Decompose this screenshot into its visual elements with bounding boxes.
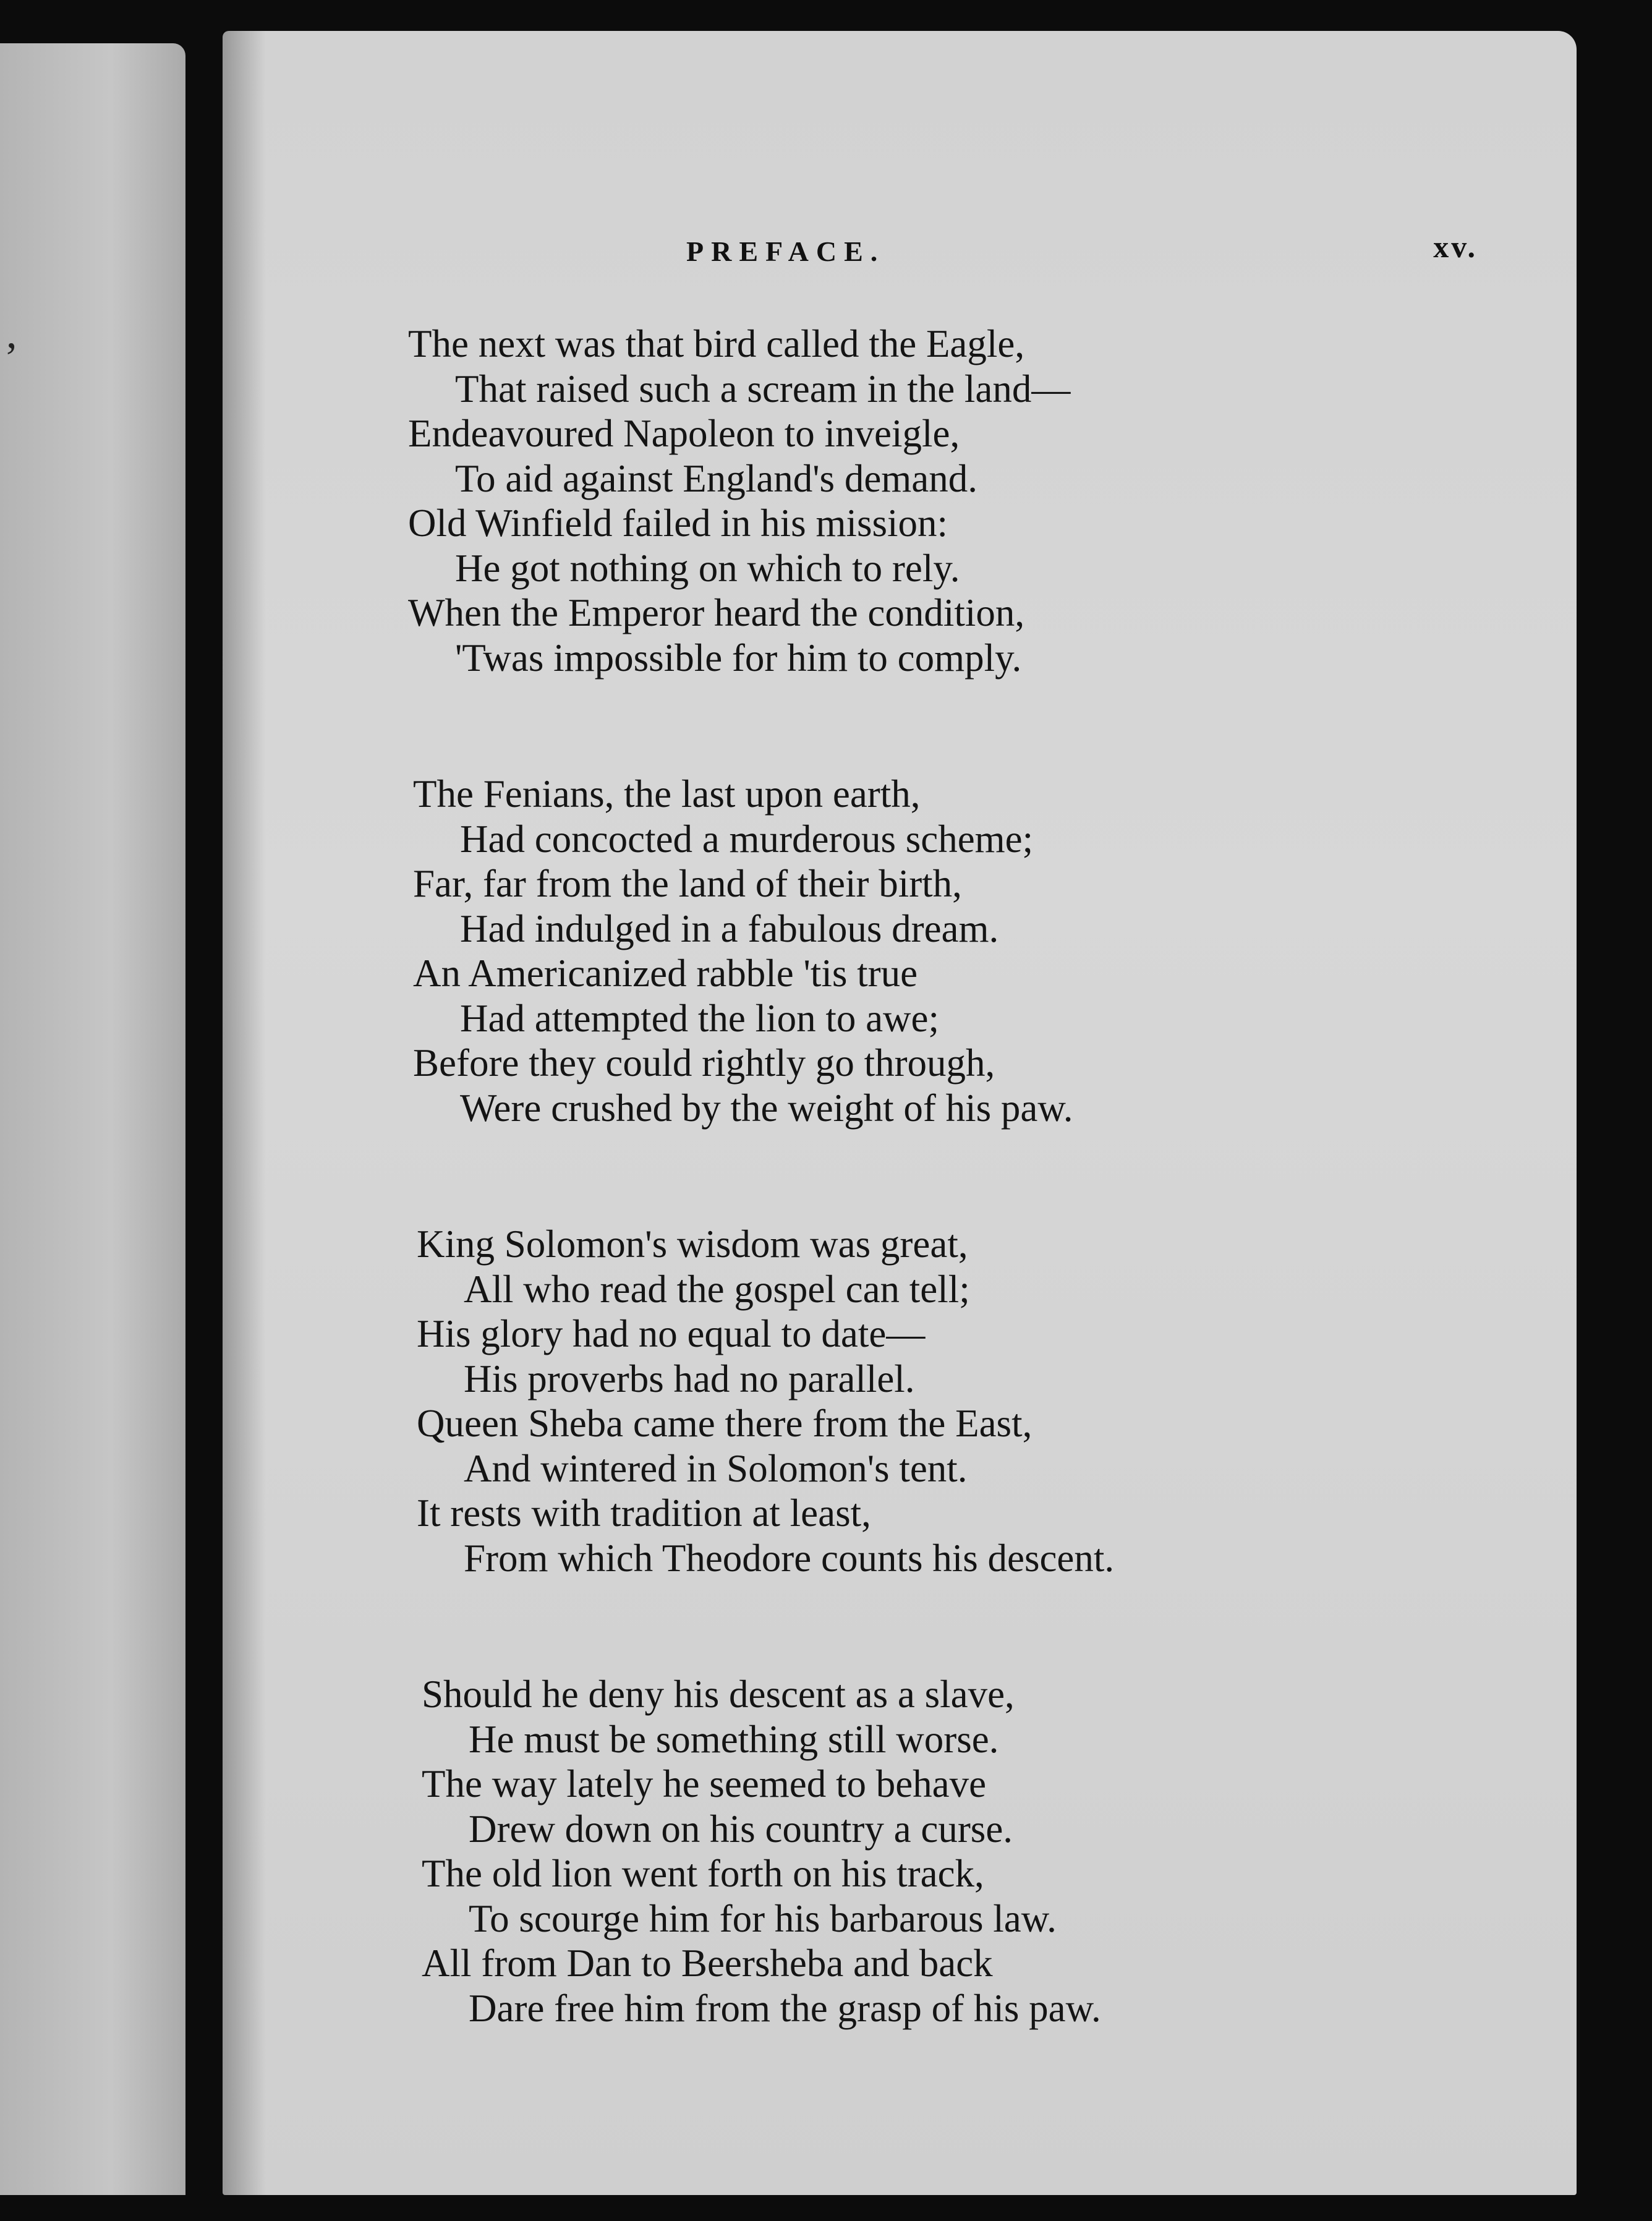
verse-line: His proverbs had no parallel. bbox=[464, 1357, 915, 1400]
stanza bbox=[413, 772, 1496, 1130]
verse-line: Drew down on his country a curse. bbox=[469, 1807, 1013, 1851]
stanza bbox=[408, 322, 1496, 680]
verse-line: Dare free him from the grasp of his paw. bbox=[469, 1986, 1101, 2030]
verse-line: From which Theodore counts his descent. bbox=[464, 1536, 1115, 1580]
verse-line: The old lion went forth on his track, bbox=[422, 1852, 984, 1895]
verse-line: Queen Sheba came there from the East, bbox=[417, 1402, 1032, 1445]
verse-line: The way lately he seemed to behave bbox=[422, 1762, 987, 1805]
facing-page-edge bbox=[0, 43, 185, 2195]
verse-line: To scourge him for his barbarous law. bbox=[469, 1896, 1057, 1940]
stanza bbox=[417, 1222, 1496, 1580]
verse-line: Old Winfield failed in his mission: bbox=[408, 501, 948, 545]
verse-line: Before they could rightly go through, bbox=[413, 1041, 995, 1085]
gutter-shadow bbox=[223, 31, 266, 2195]
verse-line: Far, far from the land of their birth, bbox=[413, 862, 962, 905]
page-number: xv. bbox=[1433, 229, 1478, 264]
running-head: PREFACE. bbox=[686, 236, 885, 267]
poem bbox=[408, 322, 1496, 2122]
verse-line: Should he deny his descent as a slave, bbox=[422, 1673, 1015, 1716]
facing-page-mark: , bbox=[6, 310, 17, 357]
stanza bbox=[422, 1672, 1496, 2031]
verse-line: Had concocted a murderous scheme; bbox=[460, 817, 1034, 861]
verse-line: His glory had no equal to date— bbox=[417, 1312, 926, 1355]
verse-line: And wintered in Solomon's tent. bbox=[464, 1446, 968, 1490]
verse-line: King Solomon's wisdom was great, bbox=[417, 1222, 968, 1266]
verse-line: An Americanized rabble 'tis true bbox=[413, 952, 918, 995]
verse-line: He must be something still worse. bbox=[469, 1717, 999, 1761]
verse-line: When the Emperor heard the condition, bbox=[408, 591, 1025, 634]
book-page bbox=[223, 31, 1577, 2195]
verse-line: The next was that bird called the Eagle, bbox=[408, 322, 1025, 365]
verse-line: 'Twas impossible for him to comply. bbox=[455, 636, 1022, 680]
verse-line: All who read the gospel can tell; bbox=[464, 1267, 970, 1311]
verse-line: It rests with tradition at least, bbox=[417, 1491, 871, 1535]
verse-line: Endeavoured Napoleon to inveigle, bbox=[408, 412, 960, 455]
verse-line: All from Dan to Beersheba and back bbox=[422, 1942, 993, 1985]
verse-line: Had indulged in a fabulous dream. bbox=[460, 906, 999, 950]
verse-line: To aid against England's demand. bbox=[455, 456, 977, 500]
verse-line: That raised such a scream in the land— bbox=[455, 367, 1071, 411]
verse-line: Had attempted the lion to awe; bbox=[460, 996, 940, 1040]
verse-line: The Fenians, the last upon earth, bbox=[413, 772, 921, 816]
verse-line: He got nothing on which to rely. bbox=[455, 546, 960, 590]
verse-line: Were crushed by the weight of his paw. bbox=[460, 1086, 1073, 1130]
